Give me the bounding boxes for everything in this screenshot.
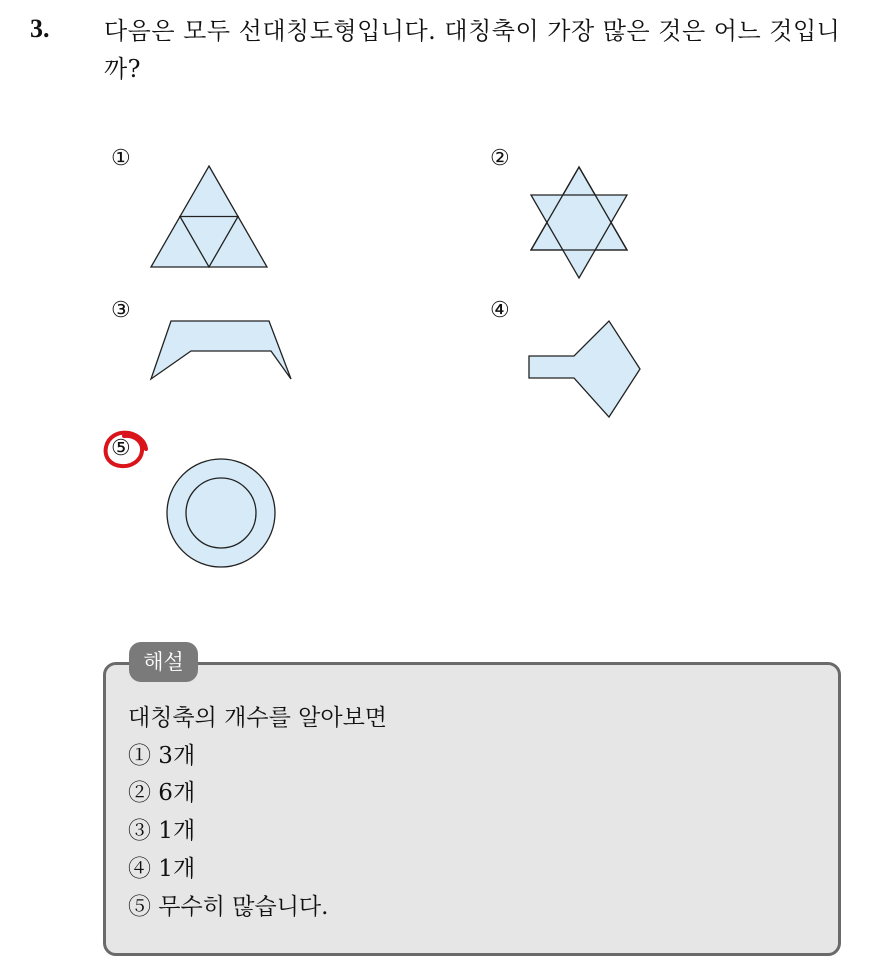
choice-2-label[interactable]: ②: [490, 146, 510, 171]
explanation-line-2: ② 6개: [128, 780, 196, 806]
choice-2-figure: [524, 162, 634, 286]
explanation-line-5: ⑤ 무수히 많습니다.: [128, 894, 329, 920]
explanation-tab: 해설: [129, 642, 198, 682]
choice-1-label[interactable]: ①: [111, 146, 131, 171]
choice-3-figure: [146, 316, 296, 384]
choice-4-figure: [524, 316, 646, 422]
choice-3-label[interactable]: ③: [111, 298, 131, 323]
rhombus-bar-shape: [529, 321, 640, 417]
explanation-line-1: ① 3개: [128, 743, 196, 769]
arch-shape: [151, 321, 291, 379]
inner-circle: [186, 478, 256, 548]
question-number: 3.: [30, 14, 50, 43]
choice-1-figure: [146, 162, 272, 270]
explanation-line-intro: 대칭축의 개수를 알아보면: [128, 705, 388, 731]
choice-5-figure: [162, 458, 280, 574]
answer-mark-spiral: [100, 426, 150, 474]
choice-5-label[interactable]: ⑤: [111, 436, 131, 461]
question-text: 다음은 모두 선대칭도형입니다. 대칭축이 가장 많은 것은 어느 것입니까?: [104, 17, 841, 83]
explanation-line-4: ④ 1개: [128, 856, 196, 882]
choice-4-label[interactable]: ④: [490, 298, 510, 323]
explanation-line-3: ③ 1개: [128, 818, 196, 844]
